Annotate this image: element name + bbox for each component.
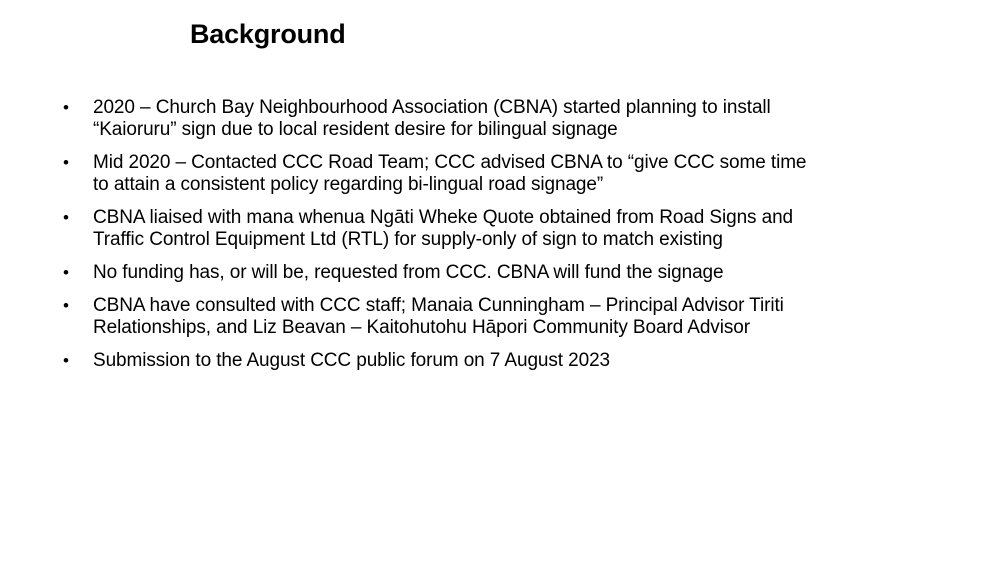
bullet-list — [60, 97, 820, 383]
bullet-dot-icon: • — [63, 351, 69, 370]
slide-title: Background — [190, 19, 346, 49]
bullet-text: No funding has, or will be, requested from CCC. CBNA will fund the signage — [93, 262, 724, 283]
bullet-dot-icon: • — [63, 263, 69, 282]
bullet-text: 2020 – Church Bay Neighbourhood Association (CBNA) started planning to install “Kaioruru” sign due to local resident desire for bilingual signage — [93, 97, 771, 140]
bullet-item-consultation — [60, 295, 820, 339]
bullet-dot-icon: • — [63, 153, 69, 172]
bullet-text: CBNA liaised with mana whenua Ngāti Wheke Quote obtained from Road Signs and Traffic Control Equipment Ltd (RTL) for supply-only of sign to match existing — [93, 207, 794, 250]
bullet-dot-icon: • — [63, 296, 69, 315]
bullet-item-submission — [60, 350, 820, 372]
bullet-dot-icon: • — [63, 208, 69, 227]
bullet-item-planning — [60, 97, 820, 141]
bullet-text: Mid 2020 – Contacted CCC Road Team; CCC advised CBNA to “give CCC some time to attain a consistent policy regarding bi-lingual road signage” — [93, 152, 807, 195]
bullet-item-quote — [60, 207, 820, 251]
bullet-item-road-team — [60, 152, 820, 196]
bullet-dot-icon: • — [63, 98, 69, 117]
bullet-text: Submission to the August CCC public forum on 7 August 2023 — [93, 350, 611, 371]
bullet-item-funding — [60, 262, 820, 284]
bullet-text: CBNA have consulted with CCC staff; Manaia Cunningham – Principal Advisor Tiriti Relationships, and Liz Beavan – Kaitohutohu Hāpori Community Board Advisor — [93, 295, 784, 338]
